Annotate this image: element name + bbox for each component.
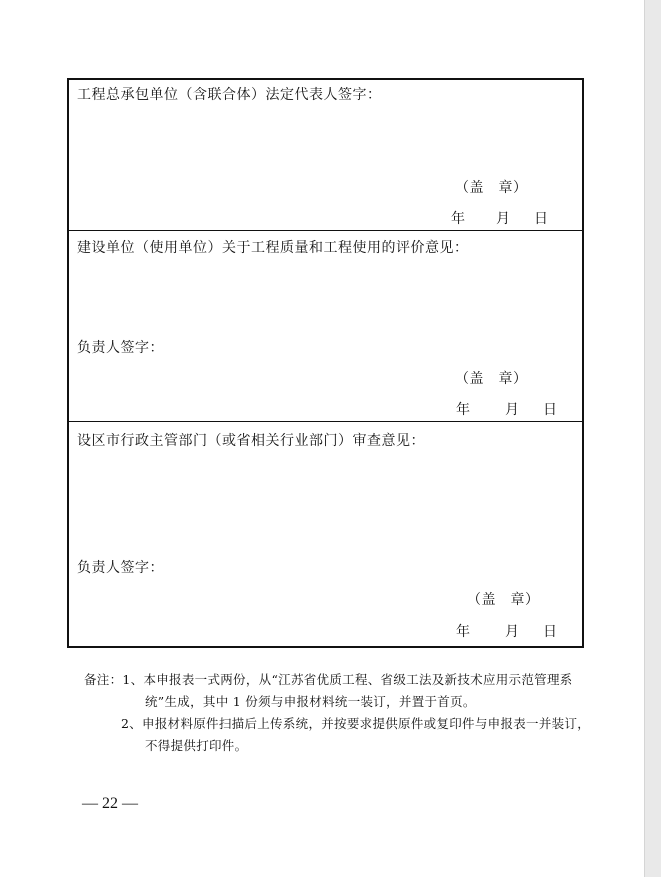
- seal-label: （盖 章）: [455, 180, 528, 196]
- note-line: 不得提供打印件。: [145, 738, 248, 753]
- signer-label: 负责人签字：: [77, 340, 164, 356]
- section-contractor-signature: [69, 80, 582, 231]
- review-form-table: [67, 78, 584, 648]
- page-number: — 22 —: [82, 795, 138, 812]
- signer-label: 负责人签字：: [77, 560, 164, 576]
- note-line: 2、申报材料原件扫描后上传系统，并按要求提供原件或复印件与申报表一并装订，: [121, 716, 591, 731]
- section-heading: 设区市行政主管部门（或省相关行业部门）审查意见：: [77, 433, 425, 449]
- date-month: 月: [496, 211, 511, 227]
- note-line: 统”生成，其中 1 份须与申报材料统一装订，并置于首页。: [145, 694, 476, 709]
- section-heading: 工程总承包单位（含联合体）法定代表人签字：: [77, 87, 382, 103]
- seal-label: （盖 章）: [455, 371, 528, 387]
- date-year: 年: [451, 211, 466, 227]
- note-line: 备注：1、本申报表一式两份，从“江苏省优质工程、省级工法及新技术应用示范管理系: [84, 672, 573, 687]
- date-day: 日: [534, 211, 549, 227]
- seal-label: （盖 章）: [467, 592, 540, 608]
- section-authority-review: [69, 422, 582, 648]
- date-month: 月: [505, 402, 520, 418]
- date-day: 日: [543, 624, 558, 640]
- date-month: 月: [505, 624, 520, 640]
- section-owner-evaluation: [69, 231, 582, 422]
- date-year: 年: [456, 402, 471, 418]
- section-heading: 建设单位（使用单位）关于工程质量和工程使用的评价意见：: [77, 240, 469, 256]
- date-year: 年: [456, 624, 471, 640]
- date-day: 日: [543, 402, 558, 418]
- viewer-side-gutter: [645, 0, 661, 877]
